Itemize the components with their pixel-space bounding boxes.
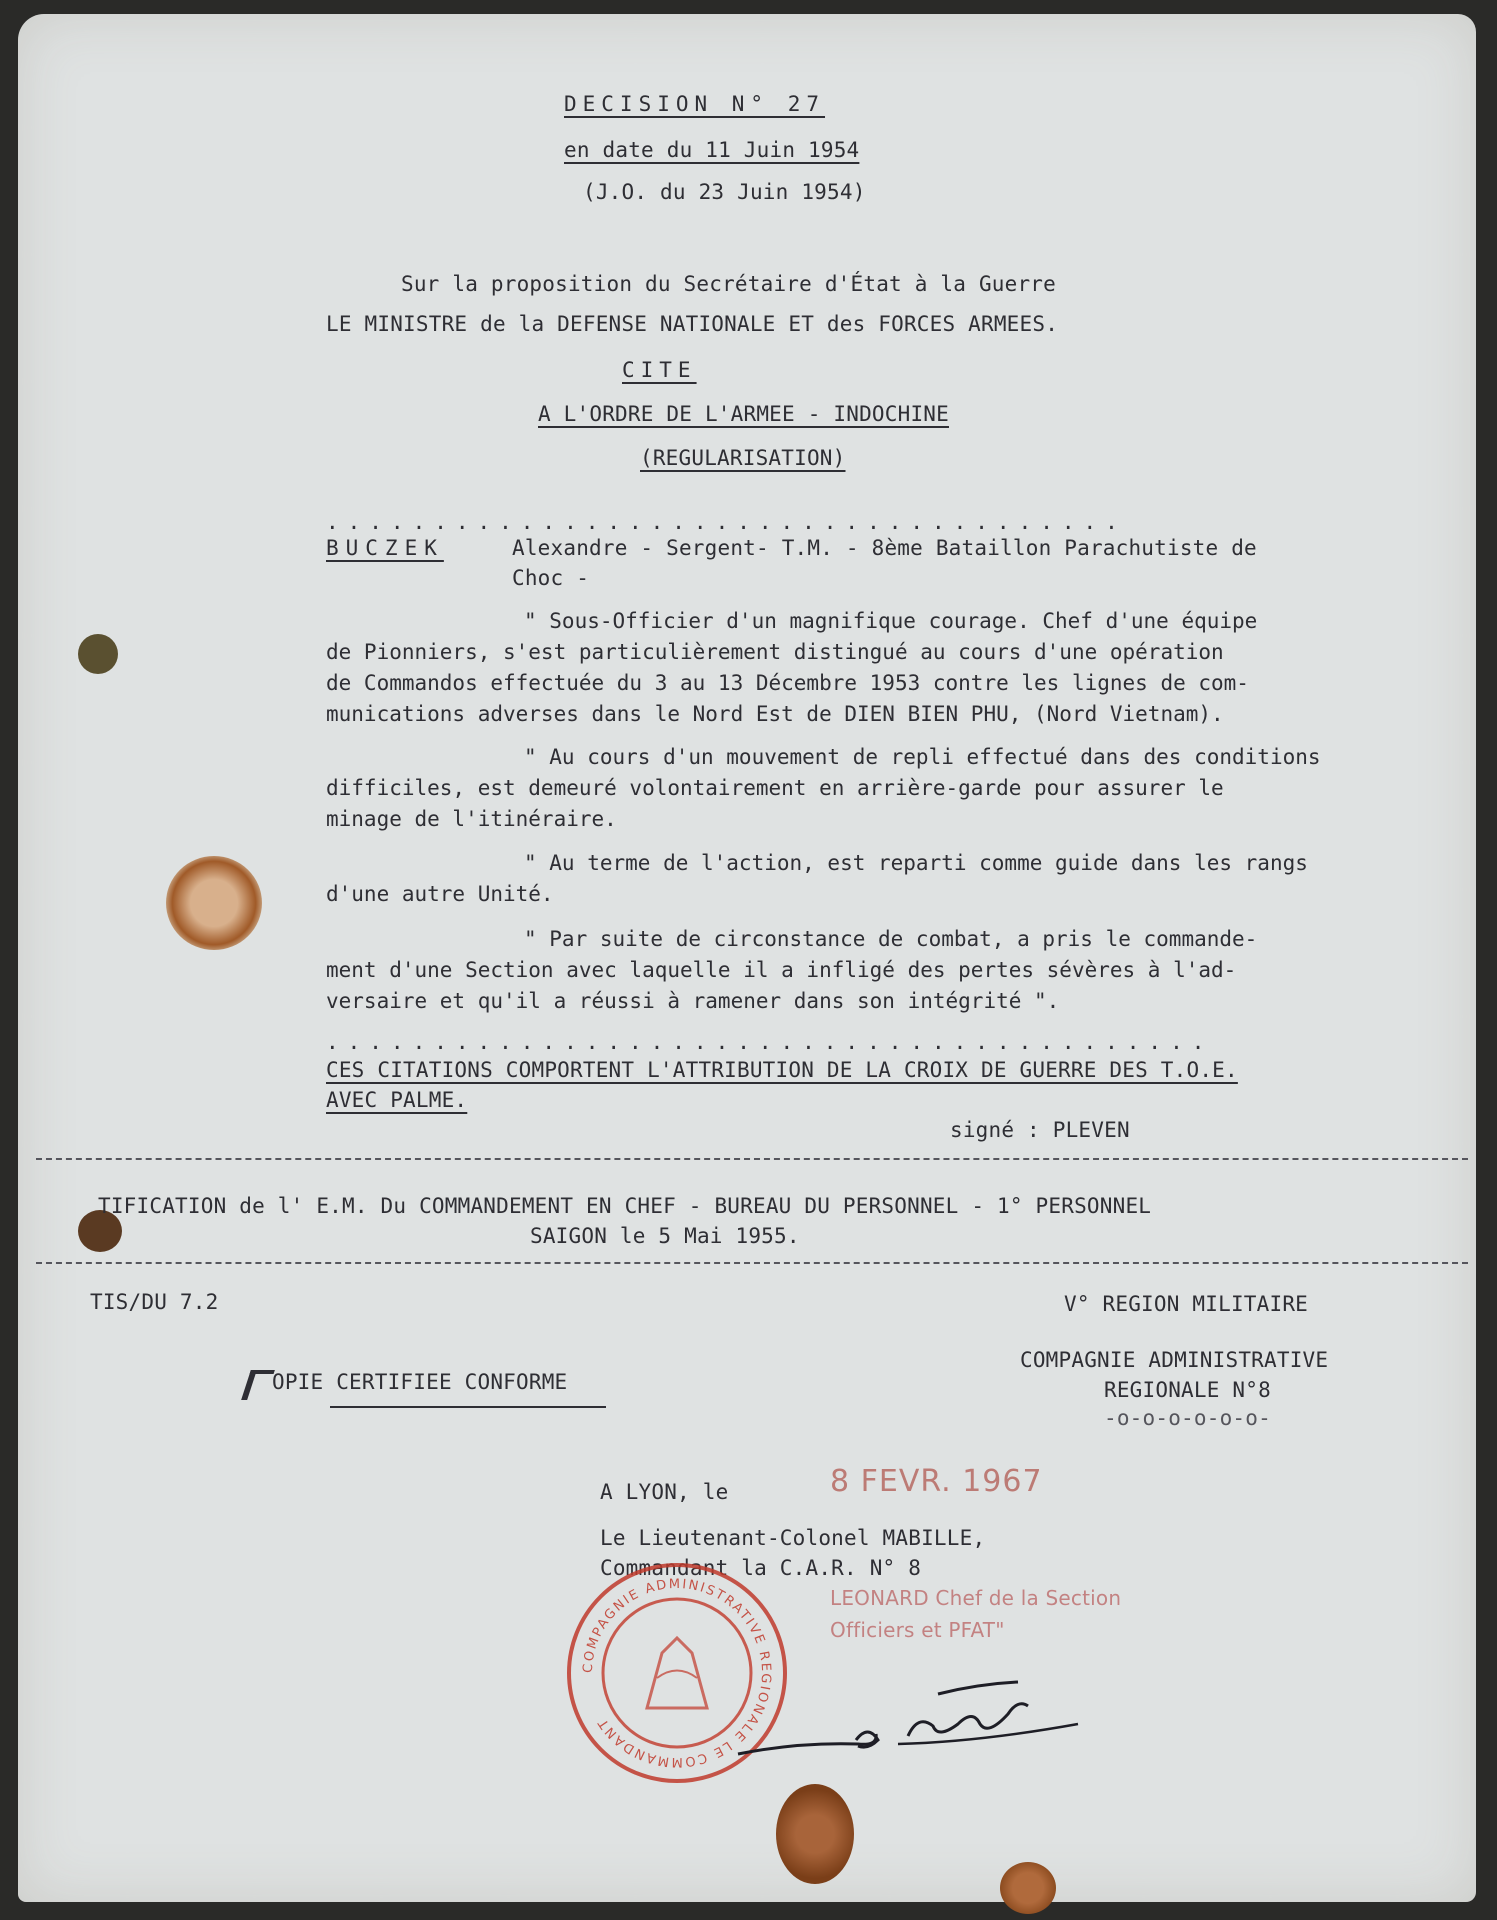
date-stamp: 8 FEVR. 1967 (830, 1464, 1043, 1499)
dash-rule (36, 1158, 1468, 1160)
attribution-line: CES CITATIONS COMPORTENT L'ATTRIBUTION DE LA CROIX DE GUERRE DES T.O.E. (326, 1058, 1238, 1082)
minister-line: LE MINISTRE de la DEFENSE NATIONALE ET des FORCES ARMEES. (326, 312, 1059, 336)
citation-line: minage de l'itinéraire. (326, 807, 617, 831)
ink-spot (78, 634, 118, 674)
seal-ring-text: COMPAGNIE ADMINISTRATIVE REGIONALE LE COMMANDANT (580, 1576, 774, 1770)
place-label: A LYON, le (600, 1480, 729, 1504)
officer-name: Le Lieutenant-Colonel MABILLE, (600, 1526, 986, 1550)
proposition-line: Sur la proposition du Secrétaire d'État à la Guerre (401, 272, 1056, 296)
coffee-stain (776, 1784, 854, 1884)
citation-paragraph-1 (326, 606, 1257, 730)
citation-line: " Au terme de l'action, est reparti comme guide dans les rangs (524, 851, 1308, 875)
soldier-surname: BUCZEK (326, 536, 444, 560)
stamp-overprint-2: Officiers et PFAT" (830, 1618, 1005, 1642)
officer-command: Commandant la C.A.R. N° 8 (600, 1556, 922, 1580)
decision-number: DECISION N° 27 (564, 92, 826, 116)
regularisation-heading: (REGULARISATION) (640, 446, 846, 470)
company-dash-rule: -o-o-o-o-o-o- (1104, 1406, 1271, 1430)
attribution-line-2: AVEC PALME. (326, 1088, 468, 1112)
document-page (18, 14, 1476, 1902)
citation-paragraph-4 (326, 924, 1257, 1017)
citation-line: de Pionniers, s'est particulièrement distingué au cours d'une opération (326, 640, 1224, 664)
reference-code: TIS/DU 7.2 (90, 1290, 219, 1314)
citation-line: " Sous-Officier d'un magnifique courage. Chef d'une équipe (524, 609, 1258, 633)
company-number: REGIONALE N°8 (1104, 1378, 1271, 1402)
citation-line: munications adverses dans le Nord Est de DIEN BIEN PHU, (Nord Vietnam). (326, 702, 1224, 726)
decision-date: en date du 11 Juin 1954 (564, 138, 860, 162)
army-order-heading: A L'ORDRE DE L'ARMEE - INDOCHINE (538, 402, 949, 426)
dotted-separator: ......................................... (326, 1030, 1214, 1054)
signed-pleven: signé : PLEVEN (950, 1118, 1130, 1142)
stamp-overprint-1: LEONARD Chef de la Section (830, 1586, 1122, 1610)
coffee-stain (1000, 1862, 1056, 1914)
citation-line: ment d'une Section avec laquelle il a infligé des pertes sévères à l'ad- (326, 958, 1237, 982)
soldier-details: Alexandre - Sergent- T.M. - 8ème Bataillon Parachutiste de (512, 536, 1257, 560)
c-stamp-icon (241, 1370, 275, 1400)
cite-heading: CITE (622, 358, 697, 382)
soldier-details-cont: Choc - (512, 566, 590, 590)
citation-line: versaire et qu'il a réussi à ramener dans son intégrité ". (326, 989, 1060, 1013)
citation-paragraph-2 (326, 742, 1321, 835)
notification-place-date: SAIGON le 5 Mai 1955. (530, 1224, 800, 1248)
notification-line: TIFICATION de l' E.M. Du COMMANDEMENT EN CHEF - BUREAU DU PERSONNEL - 1° PERSONNEL (98, 1194, 1152, 1218)
citation-line: de Commandos effectuée du 3 au 13 Décembre 1953 contre les lignes de com- (326, 671, 1249, 695)
company-name: COMPAGNIE ADMINISTRATIVE (1020, 1348, 1329, 1372)
certified-copy-underline (330, 1406, 606, 1408)
dotted-separator: ..................................... (326, 510, 1127, 534)
coffee-stain (166, 856, 262, 950)
certified-copy-label: OPIE CERTIFIEE CONFORME (272, 1370, 568, 1394)
citation-line: " Par suite de circonstance de combat, a pris le commande- (524, 927, 1258, 951)
journal-officiel-date: (J.O. du 23 Juin 1954) (583, 180, 866, 204)
handwritten-signature (718, 1654, 1098, 1774)
citation-line: d'une autre Unité. (326, 882, 554, 906)
citation-line: " Au cours d'un mouvement de repli effectué dans des conditions (524, 745, 1321, 769)
citation-line: difficiles, est demeuré volontairement en arrière-garde pour assurer le (326, 776, 1224, 800)
dash-rule (36, 1262, 1468, 1264)
citation-paragraph-3 (326, 848, 1308, 910)
military-region: V° REGION MILITAIRE (1064, 1292, 1309, 1316)
